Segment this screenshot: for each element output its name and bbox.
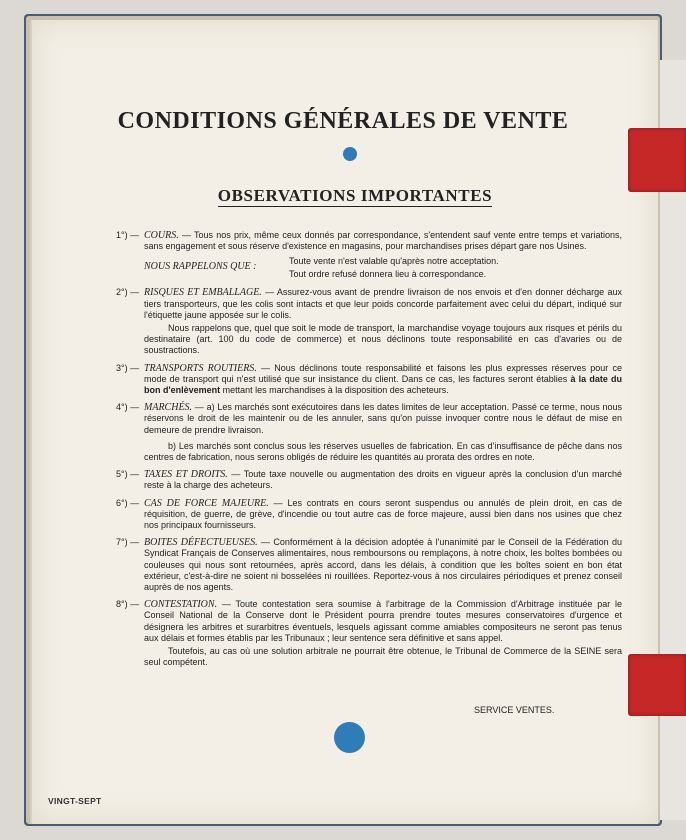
binder-clip-bottom bbox=[628, 654, 686, 716]
article-paragraph: Toutefois, au cas où une solution arbitrale ne pourrait être obtenue, le Tribunal de Commerce de la SEINE sera seul compétent. bbox=[144, 646, 622, 668]
article-text: — a) Les marchés sont exécutoires dans les dates limites de leur acceptation. Passé ce terme, nous nous réservons le droit de les maintenir ou de les annuler, sans qu'on puisse invoquer contre nous le défaut de mise en demeure de prendre livraison. bbox=[144, 402, 622, 435]
blue-dot-ornament-large bbox=[334, 722, 365, 753]
article-1 bbox=[116, 230, 622, 281]
article-paragraph: Nous rappelons que, quel que soit le mode de transport, la marchandise voyage toujours aux risques et périls du destinataire (art. 100 du code de commerce) et nous déclinons toute responsabilité en cas d'avaries ou de soustractions. bbox=[144, 323, 622, 356]
article-2 bbox=[116, 287, 622, 356]
article-heading: TRANSPORTS ROUTIERS. bbox=[144, 362, 257, 374]
article-text: — Les contrats en cours seront suspendus ou annulés de plein droit, en cas de réquisition, de guerre, de grève, d'incendie ou tout autre cas de force majeure, aussi bien dans nos usines que chez nos principaux fournisseurs. bbox=[144, 497, 622, 531]
article-number: 7°) — bbox=[116, 537, 140, 548]
page-number: VINGT-SEPT bbox=[48, 796, 102, 806]
article-heading: RISQUES ET EMBALLAGE. bbox=[144, 287, 262, 299]
article-heading: TAXES ET DROITS. bbox=[144, 469, 228, 481]
blue-dot-ornament bbox=[343, 147, 357, 161]
article-subparagraph: b) Les marchés sont conclus sous les réserves usuelles de fabrication. En cas d'insuffisance de pêche dans nos centres de fabrication, nous serons obligés de réduire les quantités au prorata des ordres en note. bbox=[144, 440, 622, 463]
reminder-label: NOUS RAPPELONS QUE : bbox=[144, 261, 257, 273]
article-text: — Assurez-vous avant de prendre livraison de nos envois et d'en donner décharge aux tiers transporteurs, que les colis sont intacts et que leur poids concorde parfaitement avec celui du départ, indiqué sur l'étiquette jaune apposée sur le colis. bbox=[144, 287, 622, 320]
article-text: — Toute contestation sera soumise à l'arbitrage de la Commission d'Arbitrage instituée par le Conseil National de la Conserve dont le Président pourra prendre toutes mesures conservatoires d'urgence et désignera les arbitres et surarbitres éventuels, lesquels agissant comme amiables compositeurs ne seront pas tenus aux délais et formes établis par les Tribunaux ; leur sentence sera définitive et sans appel. bbox=[144, 599, 622, 643]
article-heading: CONTESTATION. bbox=[144, 599, 218, 611]
article-text-after: mettant les marchandises à la disposition des acheteurs. bbox=[220, 385, 449, 396]
articles-list bbox=[116, 230, 622, 675]
article-text: — Nous déclinons toute responsabilité et faisons les plus expresses réserves pour ce mode de transport qui n'est utilisé que sur insistance du client. Dans ce cas, les factures seront établies bbox=[144, 362, 623, 384]
article-heading: CAS DE FORCE MAJEURE. bbox=[144, 497, 269, 509]
reminder-line: Toute vente n'est valable qu'après notre acceptation. bbox=[289, 256, 499, 267]
binder-clip-top bbox=[628, 128, 686, 192]
article-heading: MARCHÉS. bbox=[144, 402, 193, 414]
page-title: CONDITIONS GÉNÉRALES DE VENTE bbox=[117, 108, 569, 134]
article-text: — Tous nos prix, même ceux donnés par correspondance, s'entendent sauf vente entre temps et variations, sans engagement et sous réserve d'existence en magasins, pour marchandises prises départ gare nos Usines. bbox=[144, 230, 622, 252]
article-text: — Conformément à la décision adoptée à l'unanimité par le Conseil de la Fédération du Syndicat Français de Conserves alimentaires, nous remboursons ou remplaçons, à notre choix, les boîtes bombées ou couleuses qui nous sont retournées, après accord, dans les délais, à condition que les boîtes soient en bon état extérieur, c'est-à-dire ne soient ni bosselées ni rouillées. Reportez-vous à nos circulaires périodiques et prenez conseil auprès de nos agents. bbox=[144, 537, 622, 593]
article-number: 8°) — bbox=[116, 599, 140, 610]
reminder-lines bbox=[289, 255, 622, 281]
article-number: 4°) — bbox=[116, 402, 140, 413]
article-heading: BOITES DÉFECTUEUSES. bbox=[144, 537, 258, 549]
article-6 bbox=[116, 498, 622, 532]
article-heading: COURS. bbox=[144, 230, 179, 241]
reminder-line: Tout ordre refusé donnera lieu à correspondance. bbox=[289, 269, 487, 280]
article-number: 2°) — bbox=[116, 287, 140, 298]
article-emphasis: à la date du bon d'enlèvement bbox=[144, 373, 623, 396]
article-text: — Toute taxe nouvelle ou augmentation des droits en vigueur après la conclusion d'un marché reste à la charge des acheteurs. bbox=[144, 469, 622, 491]
article-number: 1°) — bbox=[116, 230, 140, 240]
article-number: 3°) — bbox=[116, 362, 140, 373]
page-subtitle bbox=[0, 186, 686, 206]
article-number: 6°) — bbox=[116, 497, 140, 508]
article-4 bbox=[116, 402, 622, 463]
article-5 bbox=[116, 469, 622, 491]
article-number: 5°) — bbox=[116, 469, 140, 480]
reminder-block bbox=[144, 255, 622, 281]
article-3 bbox=[116, 363, 622, 397]
article-7 bbox=[116, 537, 622, 593]
article-8 bbox=[116, 599, 622, 668]
subtitle-text: OBSERVATIONS IMPORTANTES bbox=[217, 186, 493, 205]
signature: SERVICE VENTES. bbox=[474, 705, 555, 715]
